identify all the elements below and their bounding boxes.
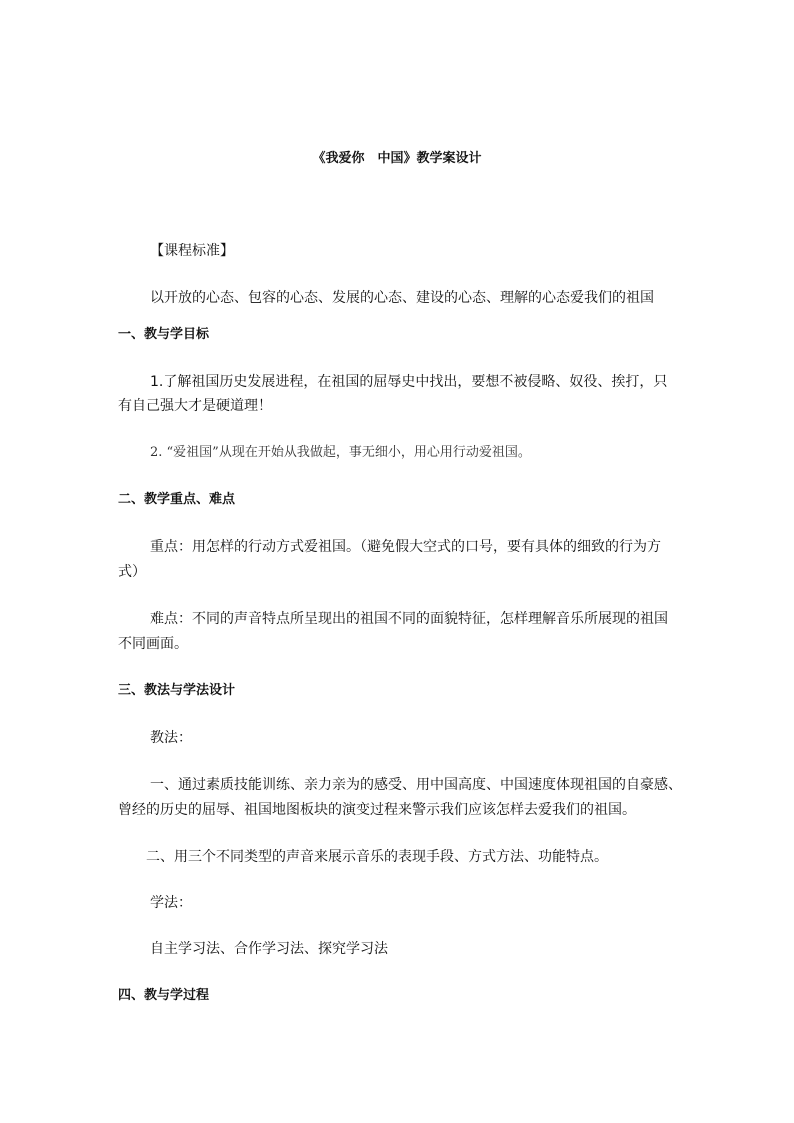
curriculum-label: 【课程标准】 <box>150 243 234 259</box>
document-title: 《我爱你 中国》教学案设计 <box>312 151 482 166</box>
section1-heading: 一、教与学目标 <box>118 327 210 342</box>
teaching-method-label: 教法： <box>150 730 192 746</box>
goal1-line1: 1.了解祖国历史发展进程，在祖国的屈辱史中找出，要想不被侵略、奴役、挨打，只 <box>150 374 668 390</box>
section2-heading: 二、教学重点、难点 <box>118 492 236 507</box>
teaching-method1-line1: 一、通过素质技能训练、亲力亲为的感受、用中国高度、中国速度体现祖国的自豪感、 <box>150 777 682 793</box>
goal2: 2. “爱祖国”从现在开始从我做起，事无细小，用心用行动爱祖国。 <box>150 445 531 460</box>
learning-method-label: 学法： <box>150 895 192 911</box>
teaching-method1-line2: 曾经的历史的屈辱、祖国地图板块的演变过程来警示我们应该怎样去爱我们的祖国。 <box>118 802 636 818</box>
section3-heading: 三、教法与学法设计 <box>118 683 236 698</box>
teaching-method2: 二、用三个不同类型的声音来展示音乐的表现手段、方式方法、功能特点。 <box>146 849 608 865</box>
difficult-point-line1: 难点：不同的声音特点所呈现出的祖国不同的面貌特征，怎样理解音乐所展现的祖国 <box>150 611 668 627</box>
key-point-line2: 式） <box>118 564 146 580</box>
curriculum-text: 以开放的心态、包容的心态、发展的心态、建设的心态、理解的心态爱我们的祖国 <box>150 290 654 306</box>
learning-method-text: 自主学习法、合作学习法、探究学习法 <box>150 941 388 957</box>
key-point-line1: 重点：用怎样的行动方式爱祖国。（避免假大空式的口号，要有具体的细致的行为方 <box>150 539 661 555</box>
difficult-point-line2: 不同画面。 <box>118 636 188 652</box>
goal1-line2: 有自己强大才是硬道理！ <box>118 398 272 414</box>
section4-heading: 四、教与学过程 <box>118 988 210 1003</box>
